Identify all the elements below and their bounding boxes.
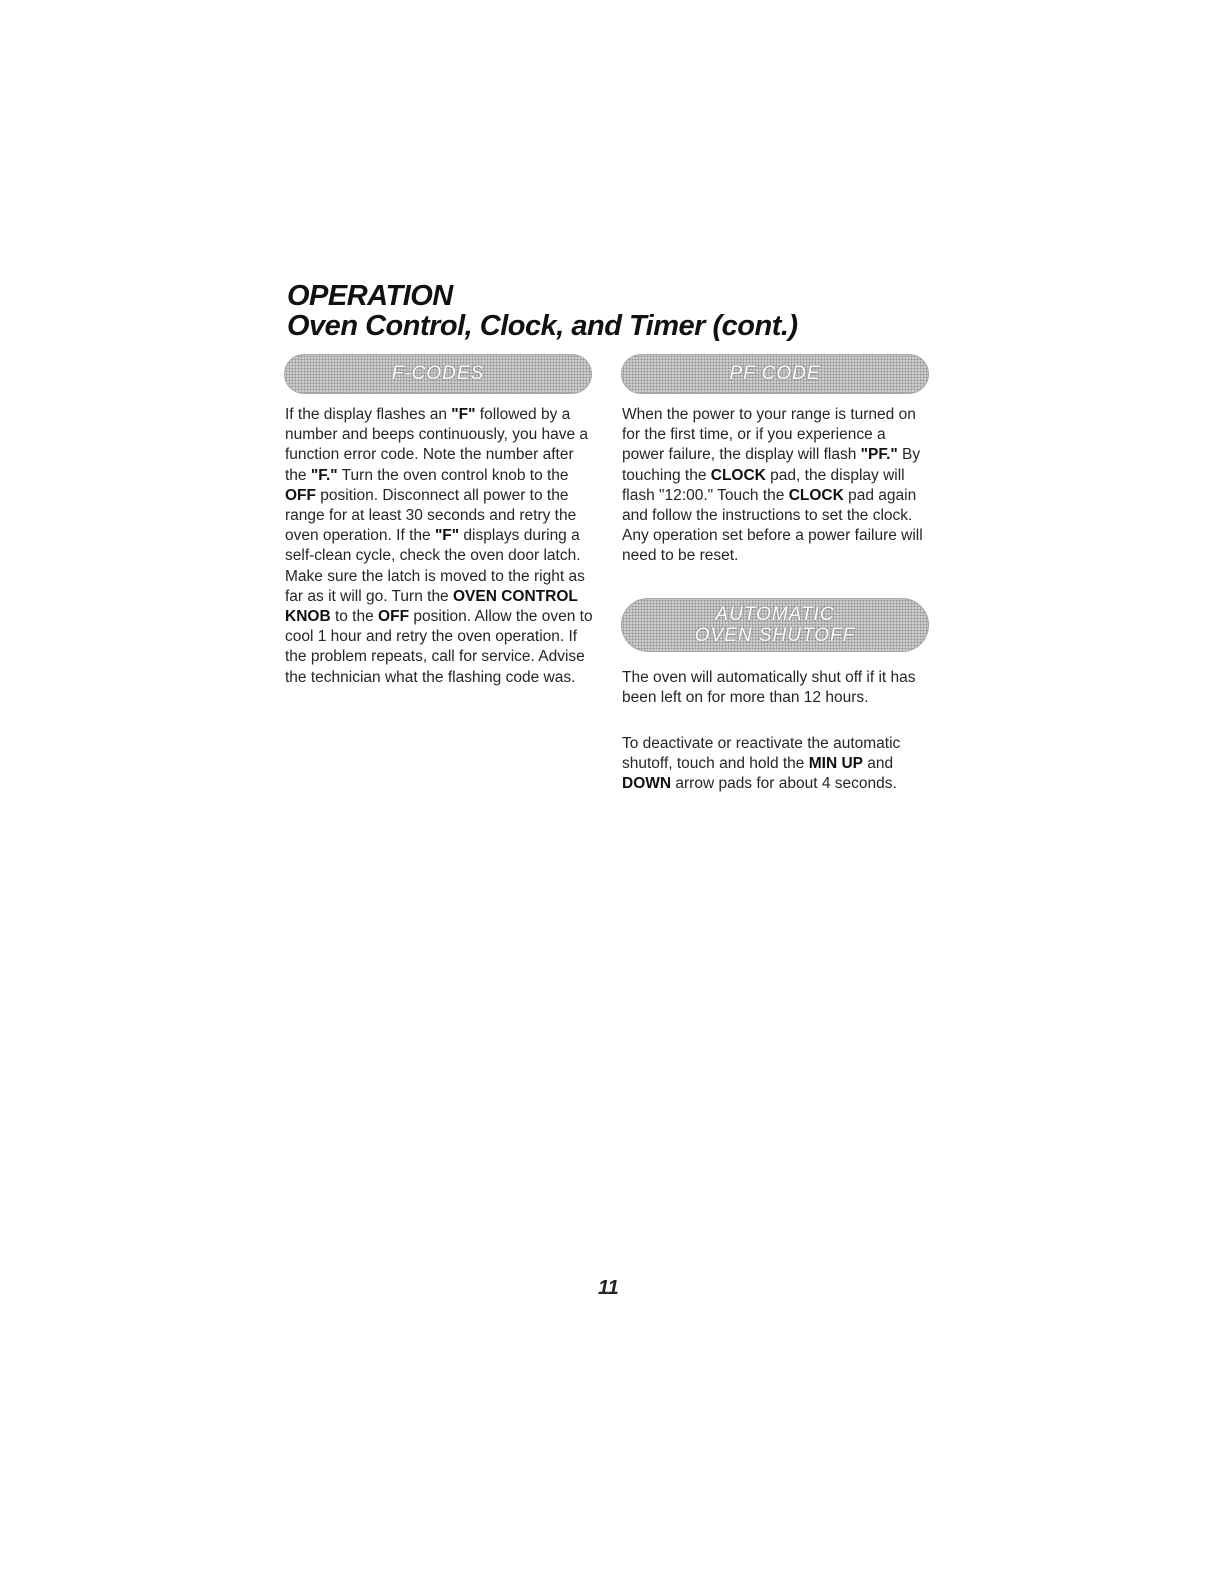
f-codes-header — [284, 354, 592, 394]
f-code-term: "F" — [434, 527, 460, 545]
text-run: arrow pads for about 4 seconds. — [671, 775, 897, 793]
section-title: OPERATION — [287, 280, 453, 312]
pf-code-header-label: PF CODE — [729, 363, 821, 384]
text-run: To deactivate or reactivate the automatic shutoff, touch and hold the — [622, 735, 901, 773]
shutoff-header-line-1: AUTOMATIC — [715, 604, 835, 625]
automatic-oven-shutoff-header — [621, 598, 929, 652]
text-run: position. Allow the oven to cool 1 hour and retry the oven operation. If the problem repeats, call for service. Advise the technician what the flashing code was. — [285, 608, 593, 686]
f-code-term: "F" — [451, 406, 476, 423]
text-run: to the — [330, 608, 379, 626]
min-up-term: MIN UP — [808, 755, 863, 773]
f-codes-header-label: F-CODES — [391, 363, 485, 384]
page-title: Oven Control, Clock, and Timer (cont.) — [287, 310, 798, 342]
text-run: When the power to your range is turned on for the first time, or if you experience a power failure, the display will flash — [622, 406, 916, 464]
shutoff-paragraph-1: The oven will automatically shut off if it has been left on for more than 12 hours. — [622, 669, 916, 707]
f-code-term: "F." — [310, 466, 338, 484]
text-run: By touching the — [622, 446, 921, 484]
down-term: DOWN — [622, 775, 672, 793]
shutoff-paragraph-2 — [622, 734, 932, 795]
pf-term: "PF." — [860, 446, 898, 464]
text-run: and — [862, 755, 894, 773]
text-run: If the display flashes an — [285, 406, 452, 423]
text-run: followed by a number and beeps continuously, you have a function error code. Note the number after the — [285, 406, 589, 484]
clock-term: CLOCK — [710, 466, 766, 484]
text-run: pad, the display will flash "12:00." Touch the — [622, 466, 905, 504]
off-term: OFF — [378, 608, 410, 626]
shutoff-header-line-2: OVEN SHUTOFF — [694, 625, 856, 646]
oven-control-knob-term: OVEN CONTROL KNOB — [285, 587, 578, 626]
clock-term: CLOCK — [788, 486, 844, 504]
page-heading — [287, 281, 798, 341]
text-run: Turn the oven control knob to the — [337, 466, 569, 484]
pf-code-body — [622, 405, 932, 567]
text-run: displays during a self-clean cycle, check the oven door latch. Make sure the latch is moved to the right as far as it will go. Turn the — [285, 527, 585, 605]
text-run: pad again and follow the instructions to set the clock. Any operation set before a power failure will need to be reset. — [622, 486, 923, 565]
page-number: 11 — [598, 1277, 619, 1299]
pf-code-header — [621, 354, 929, 394]
off-term: OFF — [285, 486, 316, 504]
text-run: position. Disconnect all power to the range for at least 30 seconds and retry the oven operation. If the — [285, 486, 577, 545]
f-codes-body — [285, 405, 595, 688]
